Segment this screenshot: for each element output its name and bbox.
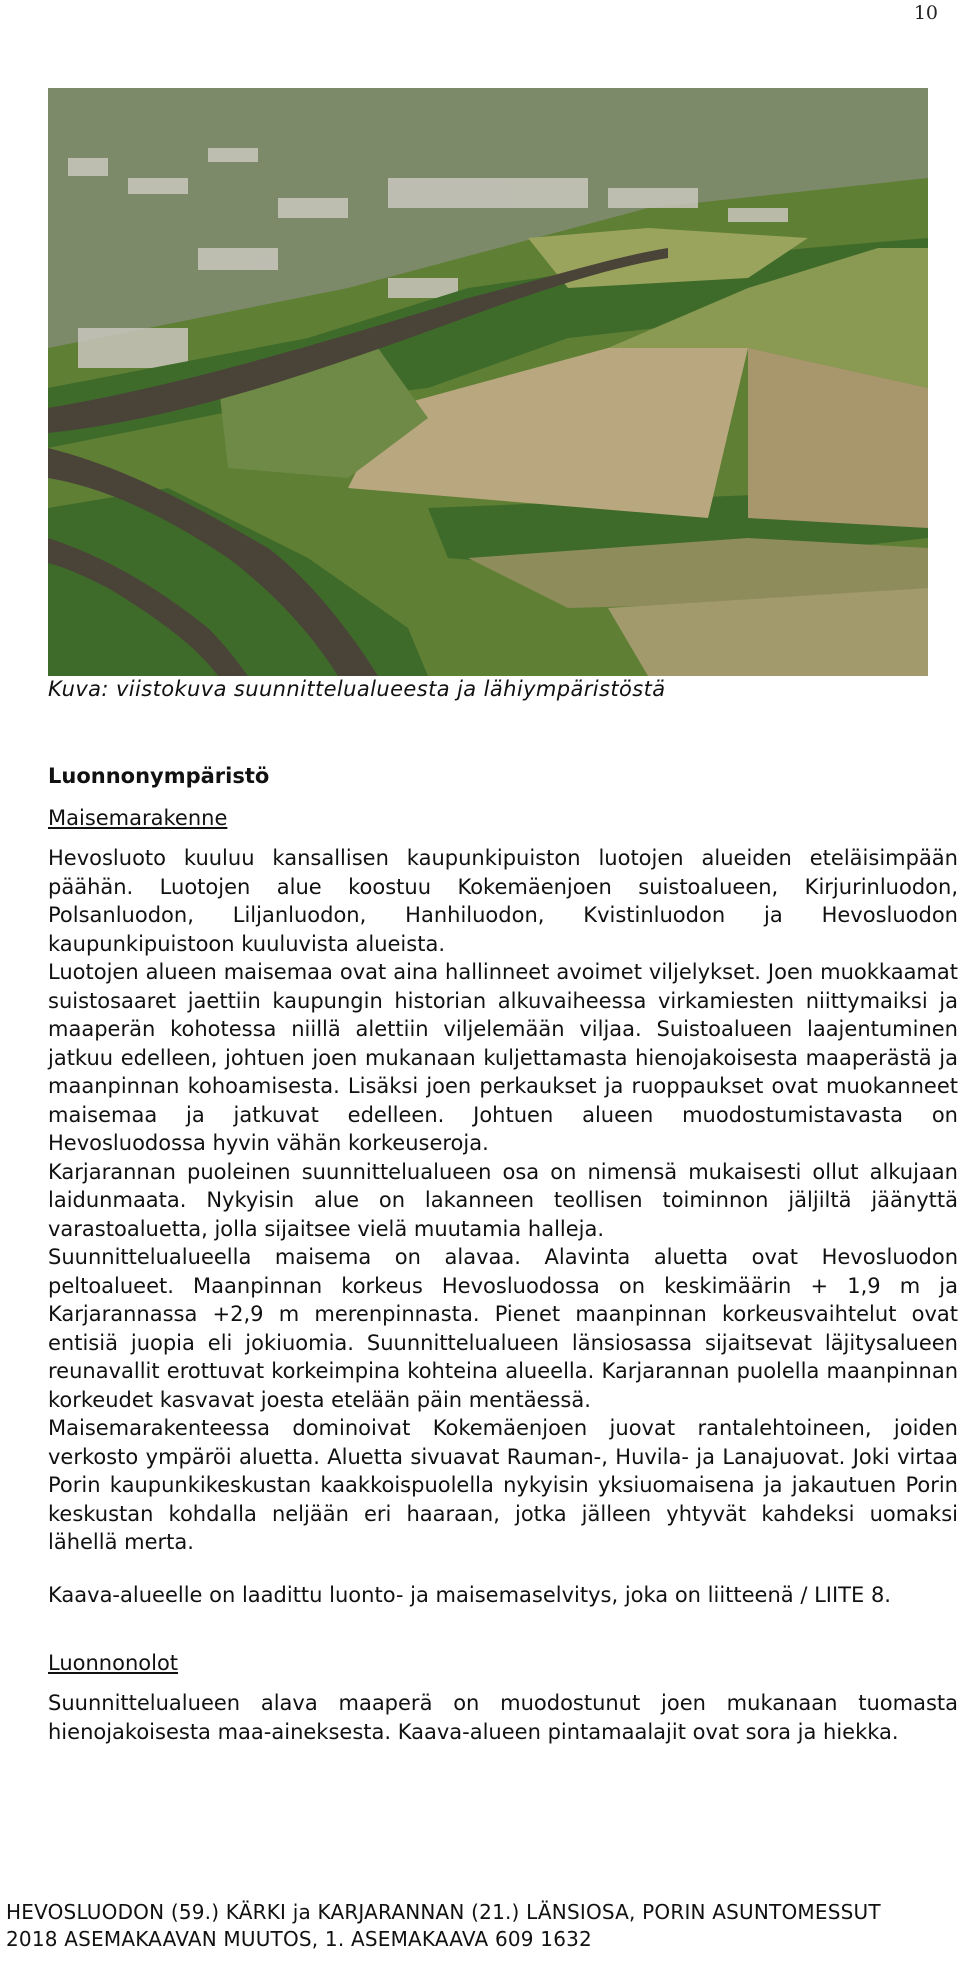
section-title: Luonnonympäristö xyxy=(48,764,270,788)
paragraph: Suunnittelualueella maisema on alavaa. Alavinta aluetta ovat Hevosluodon peltoalueet. Maanpinnan korkeus Hevosluodossa on keskimäärin + 1,9 m ja Karjarannassa +2,9 m merenpinnasta. Pienet maanpinnan korkeusvaihtelut ovat entisiä juopia eli jokiuomia. Suunnittelualueen länsiosassa sijaitsevat läjitysalueen reunavallit erottuvat korkeimpina kohteina alueella. Karjarannan puolella maanpinnan korkeudet kasvavat joesta etelään päin mentäessä. xyxy=(48,1245,958,1412)
paragraph: Karjarannan puoleinen suunnittelualueen osa on nimensä mukaisesti ollut alkujaan laidunmaata. Nykyisin alue on lakanneen teollisen toiminnon jäljiltä jäänyttä varastoaluetta, jolla sijaitsee vielä muutamia halleja. xyxy=(48,1159,958,1241)
subsection-title-maisemarakenne: Maisemarakenne xyxy=(48,806,228,830)
paragraph: Maisemarakenteessa dominoivat Kokemäenjoen juovat rantalehtoineen, joiden verkosto ympäröi aluetta. Aluetta sivuavat Rauman-, Huvila- ja Lanajuovat. Joki virtaa Porin kaupunkikeskustan kaakkoispuolella nykyisin yksiuomaisena ja jakautuen Porin keskustan kohdalla neljään eri haaraan, jotka jälleen yhtyvät kahdeksi uomaksi lähellä merta. xyxy=(48,1416,958,1554)
page-footer xyxy=(6,1899,960,1953)
photo-caption: Kuva: viistokuva suunnittelualueesta ja lähiympäristöstä xyxy=(48,677,666,701)
footer-line: HEVOSLUODON (59.) KÄRKI ja KARJARANNAN (21.) LÄNSIOSA, PORIN ASUNTOMESSUT xyxy=(6,1900,881,1924)
paragraph: Suunnittelualueen alava maaperä on muodostunut joen mukanaan tuomasta hienojakoisesta maa-aineksesta. Kaava-alueen pintamaalajit ovat sora ja hiekka. xyxy=(48,1691,958,1744)
page-number: 10 xyxy=(913,2,938,24)
footer-line: 2018 ASEMAKAAVAN MUUTOS, 1. ASEMAKAAVA 609 1632 xyxy=(6,1927,592,1951)
main-content xyxy=(48,760,958,1746)
paragraph: Kaava-alueelle on laadittu luonto- ja maisemaselvitys, joka on liitteenä / LIITE 8. xyxy=(48,1582,891,1607)
aerial-photo-illustration xyxy=(48,88,928,676)
aerial-photo xyxy=(48,88,928,676)
subsection-title-luonnonolot: Luonnonolot xyxy=(48,1651,179,1675)
paragraph: Luotojen alueen maisemaa ovat aina hallinneet avoimet viljelykset. Joen muokkaamat suistosaaret jaettiin kaupungin historian alkuvaiheessa virkamiesten niittymaiksi ja maaperän kohotessa niillä alettiin viljelemään viljaa. Suistoalueen laajentuminen jatkuu edelleen, johtuen joen mukanaan kuljettamasta hienojakoisesta maaperästä ja maanpinnan kohoamisesta. Lisäksi joen perkaukset ja ruoppaukset ovat muokanneet maisemaa ja jatkuvat edelleen. Johtuen alueen muodostumistavasta on Hevosluodossa hyvin vähän korkeuseroja. xyxy=(48,960,958,1155)
paragraph: Hevosluoto kuuluu kansallisen kaupunkipuiston luotojen alueiden eteläisimpään päähän. Luotojen alue koostuu Kokemäenjoen suistoalueen, Kirjurinluodon, Polsanluodon, Liljanluodon, Hanhiluodon, Kvistinluodon ja Hevosluodon kaupunkipuistoon kuuluvista alueista. xyxy=(48,846,958,956)
